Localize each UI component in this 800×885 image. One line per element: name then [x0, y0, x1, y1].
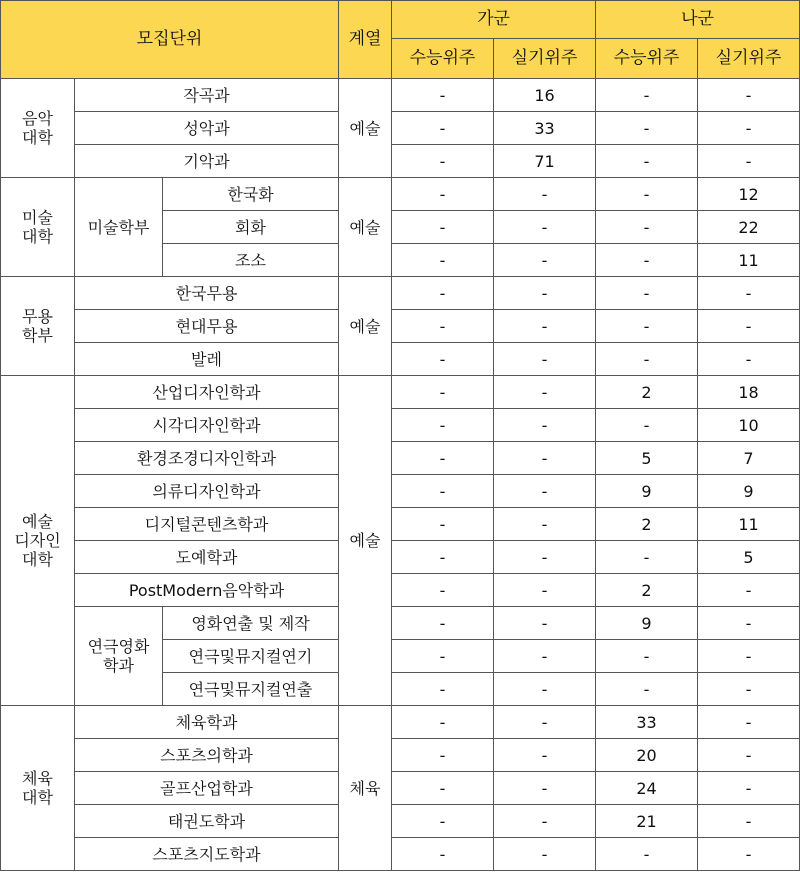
quota-ga-silgi: -: [494, 838, 596, 871]
quota-ga-suneung: -: [392, 673, 494, 706]
quota-na-suneung: -: [596, 79, 698, 112]
quota-na-silgi: -: [698, 673, 800, 706]
quota-ga-silgi: 33: [494, 112, 596, 145]
quota-ga-suneung: -: [392, 508, 494, 541]
track-design: 예술: [339, 376, 392, 706]
quota-na-silgi: 18: [698, 376, 800, 409]
header-ga-silgi: 실기위주: [494, 39, 596, 79]
table-row: [1, 112, 800, 145]
quota-ga-suneung: -: [392, 79, 494, 112]
program-name: 회화: [163, 211, 339, 244]
college-music: 음악 대학: [1, 79, 75, 178]
quota-na-silgi: -: [698, 739, 800, 772]
quota-na-silgi: -: [698, 574, 800, 607]
quota-na-silgi: -: [698, 805, 800, 838]
quota-na-suneung: 2: [596, 376, 698, 409]
quota-ga-silgi: -: [494, 442, 596, 475]
program-name: 작곡과: [75, 79, 339, 112]
quota-ga-suneung: -: [392, 145, 494, 178]
program-name: 스포츠의학과: [75, 739, 339, 772]
quota-na-silgi: -: [698, 145, 800, 178]
quota-na-silgi: 9: [698, 475, 800, 508]
quota-ga-silgi: -: [494, 508, 596, 541]
quota-na-suneung: -: [596, 673, 698, 706]
quota-ga-suneung: -: [392, 706, 494, 739]
quota-na-silgi: 10: [698, 409, 800, 442]
quota-ga-silgi: -: [494, 739, 596, 772]
program-name: 디지털콘텐츠학과: [75, 508, 339, 541]
table-row: [1, 475, 800, 508]
table-row: [1, 310, 800, 343]
theater-dept: 연극영화 학과: [75, 607, 163, 706]
quota-na-silgi: 12: [698, 178, 800, 211]
quota-ga-suneung: -: [392, 739, 494, 772]
quota-na-silgi: -: [698, 310, 800, 343]
quota-ga-suneung: -: [392, 805, 494, 838]
track-music: 예술: [339, 79, 392, 178]
quota-na-suneung: 24: [596, 772, 698, 805]
college-dance: 무용 학부: [1, 277, 75, 376]
quota-na-suneung: -: [596, 277, 698, 310]
quota-na-suneung: -: [596, 211, 698, 244]
quota-na-suneung: -: [596, 310, 698, 343]
quota-na-silgi: 7: [698, 442, 800, 475]
header-unit: 모집단위: [1, 1, 339, 79]
program-name: 현대무용: [75, 310, 339, 343]
quota-ga-silgi: -: [494, 607, 596, 640]
table-row: [1, 343, 800, 376]
quota-ga-suneung: -: [392, 607, 494, 640]
header-na-silgi: 실기위주: [698, 39, 800, 79]
quota-ga-suneung: -: [392, 640, 494, 673]
quota-na-silgi: 5: [698, 541, 800, 574]
quota-ga-silgi: -: [494, 343, 596, 376]
quota-ga-silgi: -: [494, 706, 596, 739]
quota-na-silgi: 11: [698, 508, 800, 541]
table-row: [1, 79, 800, 112]
table-row: [1, 277, 800, 310]
program-name: 영화연출 및 제작: [163, 607, 339, 640]
quota-ga-suneung: -: [392, 244, 494, 277]
quota-ga-silgi: -: [494, 277, 596, 310]
table-row: [1, 805, 800, 838]
quota-ga-suneung: -: [392, 211, 494, 244]
college-fineart: 미술 대학: [1, 178, 75, 277]
program-name: 발레: [75, 343, 339, 376]
quota-ga-silgi: 16: [494, 79, 596, 112]
quota-ga-silgi: -: [494, 178, 596, 211]
program-name: 골프산업학과: [75, 772, 339, 805]
program-name: 기악과: [75, 145, 339, 178]
quota-ga-suneung: -: [392, 442, 494, 475]
quota-ga-suneung: -: [392, 772, 494, 805]
quota-na-suneung: 9: [596, 475, 698, 508]
program-name: 의류디자인학과: [75, 475, 339, 508]
table-row: [1, 541, 800, 574]
header-ga-suneung: 수능위주: [392, 39, 494, 79]
quota-na-silgi: -: [698, 112, 800, 145]
program-name: 연극및뮤지컬연출: [163, 673, 339, 706]
quota-ga-silgi: -: [494, 211, 596, 244]
quota-ga-silgi: -: [494, 673, 596, 706]
program-name: 태권도학과: [75, 805, 339, 838]
quota-na-suneung: -: [596, 640, 698, 673]
program-name: 체육학과: [75, 706, 339, 739]
quota-ga-suneung: -: [392, 277, 494, 310]
quota-na-suneung: -: [596, 145, 698, 178]
quota-na-silgi: -: [698, 640, 800, 673]
quota-ga-silgi: -: [494, 310, 596, 343]
program-name: 시각디자인학과: [75, 409, 339, 442]
quota-na-suneung: 2: [596, 574, 698, 607]
program-name: 성악과: [75, 112, 339, 145]
table-row: [1, 409, 800, 442]
track-dance: 예술: [339, 277, 392, 376]
quota-ga-suneung: -: [392, 376, 494, 409]
track-fineart: 예술: [339, 178, 392, 277]
quota-ga-suneung: -: [392, 310, 494, 343]
quota-ga-suneung: -: [392, 574, 494, 607]
quota-ga-silgi: -: [494, 772, 596, 805]
program-name: 조소: [163, 244, 339, 277]
header-na-suneung: 수능위주: [596, 39, 698, 79]
table-row: [1, 574, 800, 607]
table-row: [1, 178, 800, 211]
quota-na-suneung: -: [596, 838, 698, 871]
quota-na-suneung: 21: [596, 805, 698, 838]
quota-na-silgi: -: [698, 838, 800, 871]
quota-na-suneung: -: [596, 178, 698, 211]
program-name: 환경조경디자인학과: [75, 442, 339, 475]
program-name: 연극및뮤지컬연기: [163, 640, 339, 673]
quota-na-silgi: -: [698, 79, 800, 112]
quota-na-suneung: 20: [596, 739, 698, 772]
table-row: [1, 739, 800, 772]
table-row: [1, 442, 800, 475]
table-row: [1, 607, 800, 640]
quota-na-silgi: -: [698, 277, 800, 310]
quota-na-suneung: 5: [596, 442, 698, 475]
program-name: 도예학과: [75, 541, 339, 574]
quota-ga-silgi: -: [494, 409, 596, 442]
quota-ga-silgi: -: [494, 541, 596, 574]
quota-ga-silgi: 71: [494, 145, 596, 178]
quota-na-silgi: -: [698, 343, 800, 376]
table-row: [1, 706, 800, 739]
quota-na-suneung: -: [596, 244, 698, 277]
quota-na-suneung: -: [596, 343, 698, 376]
quota-ga-suneung: -: [392, 409, 494, 442]
quota-ga-silgi: -: [494, 475, 596, 508]
quota-na-silgi: -: [698, 607, 800, 640]
fineart-division: 미술학부: [75, 178, 163, 277]
table-row: [1, 145, 800, 178]
quota-ga-silgi: -: [494, 574, 596, 607]
quota-ga-suneung: -: [392, 541, 494, 574]
quota-ga-silgi: -: [494, 805, 596, 838]
program-name: 한국화: [163, 178, 339, 211]
table-row: [1, 376, 800, 409]
quota-na-silgi: -: [698, 706, 800, 739]
quota-na-silgi: 22: [698, 211, 800, 244]
quota-ga-silgi: -: [494, 640, 596, 673]
program-name: 한국무용: [75, 277, 339, 310]
table-row: [1, 838, 800, 871]
program-name: 스포츠지도학과: [75, 838, 339, 871]
college-sports: 체육 대학: [1, 706, 75, 871]
quota-na-suneung: 9: [596, 607, 698, 640]
header-row-groups: [1, 1, 800, 39]
quota-na-suneung: 33: [596, 706, 698, 739]
quota-ga-silgi: -: [494, 244, 596, 277]
header-group-ga: 가군: [392, 1, 596, 39]
quota-na-suneung: -: [596, 541, 698, 574]
quota-ga-suneung: -: [392, 475, 494, 508]
table-row: [1, 508, 800, 541]
quota-na-suneung: -: [596, 112, 698, 145]
program-name: 산업디자인학과: [75, 376, 339, 409]
table-row: [1, 772, 800, 805]
header-track: 계열: [339, 1, 392, 79]
quota-ga-suneung: -: [392, 112, 494, 145]
quota-ga-suneung: -: [392, 178, 494, 211]
college-design: 예술 디자인 대학: [1, 376, 75, 706]
program-name: PostModern음악학과: [75, 574, 339, 607]
quota-na-suneung: -: [596, 409, 698, 442]
quota-na-silgi: 11: [698, 244, 800, 277]
track-sports: 체육: [339, 706, 392, 871]
quota-ga-suneung: -: [392, 343, 494, 376]
quota-na-suneung: 2: [596, 508, 698, 541]
header-group-na: 나군: [596, 1, 800, 39]
quota-ga-silgi: -: [494, 376, 596, 409]
quota-na-silgi: -: [698, 772, 800, 805]
quota-ga-suneung: -: [392, 838, 494, 871]
